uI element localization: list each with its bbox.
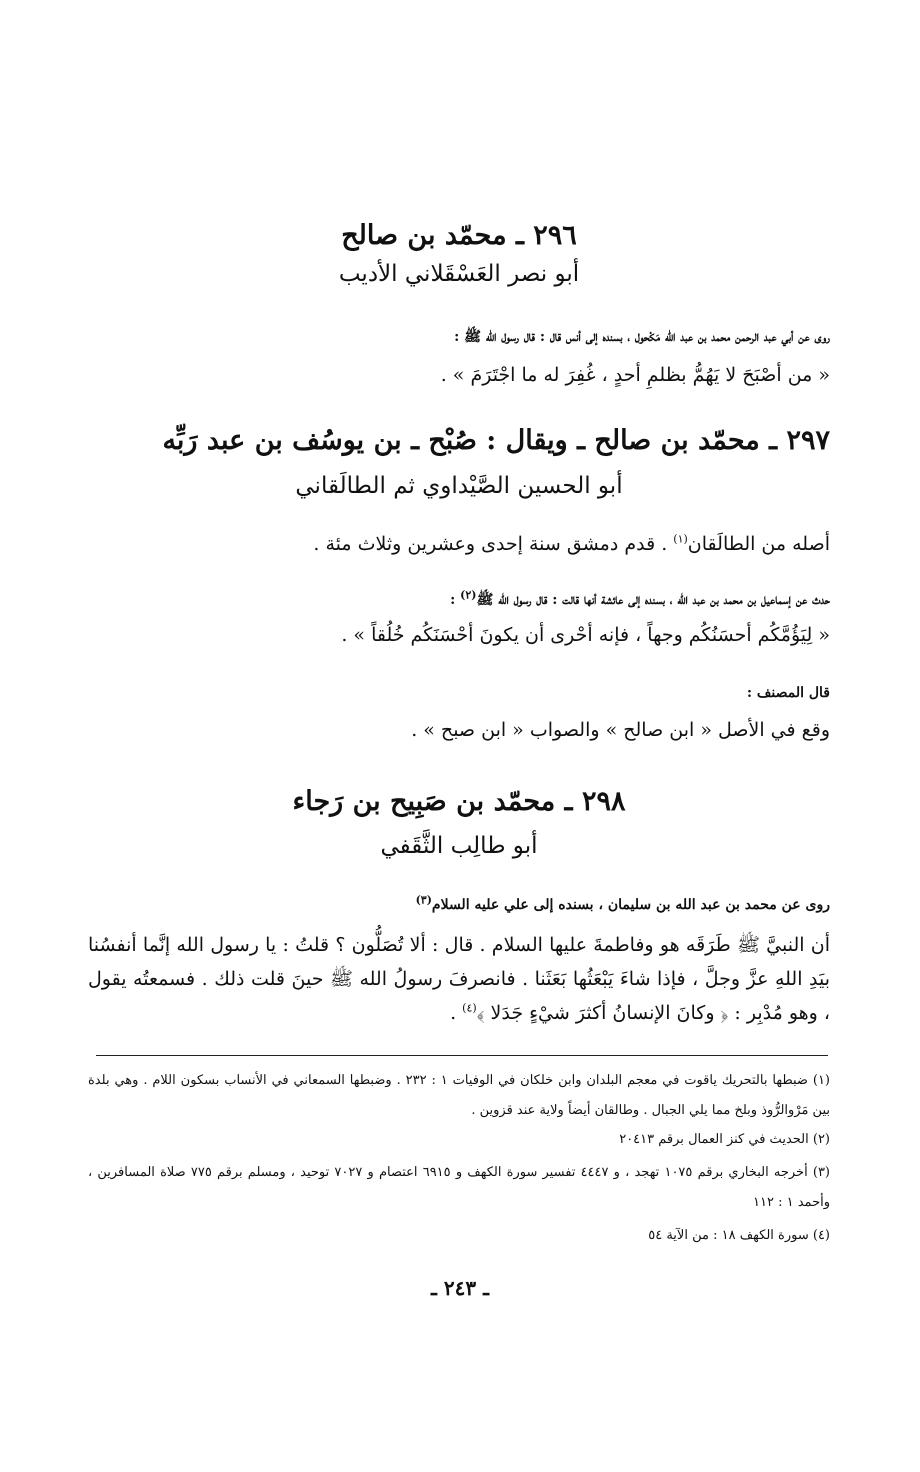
- entry-298-narration-end: .: [450, 1002, 463, 1024]
- entry-297-hadith: « لِيَؤُمَّكُم أحسَنُكُم وجهاً ، فإنه أحْرى أن يكونَ أحْسَنَكُم خُلُقاً » .: [341, 624, 830, 646]
- footnote-ref-1: (١): [673, 532, 688, 546]
- entry-298-title: ٢٩٨ ـ محمّد بن صَبِيح بن رَجاء: [292, 786, 626, 817]
- entry-297-isnad-rest: :: [450, 592, 461, 608]
- footnote-divider: [96, 1055, 828, 1056]
- entry-296-isnad: روى عن أبي عبد الرحمن محمد بن عبد الله مَكْحول ، بسنده إلى أنس قال : قال رسول الله ﷺ :: [454, 329, 830, 345]
- entry-296-hadith: « من أصْبَحَ لا يَهُمُّ بظلمِ أحدٍ ، غُفِرَ له ما اجْتَرَمَ » .: [440, 364, 830, 386]
- author-note: وقع في الأصل « ابن صالح » والصواب « ابن صبح » .: [411, 719, 830, 741]
- author-label: قال المصنف :: [746, 685, 830, 701]
- entry-298-subtitle: أبو طالِب الثَّقَفي: [380, 833, 538, 859]
- footnote-2: (٢) الحديث في كنز العمال برقم ٢٠٤١٣: [619, 1132, 830, 1147]
- entry-297-origin: [88, 527, 830, 561]
- footnote-ref-2: (٢): [460, 588, 477, 602]
- entry-297-isnad-text: حدث عن إسماعيل بن محمد بن عبد الله ، بسنده إلى عائشة أنها قالت : قال رسول الله ﷺ: [476, 592, 830, 608]
- entry-298-narration: [88, 928, 830, 1030]
- entry-298-isnad-text: روى عن محمد بن عبد الله بن سليمان ، بسنده إلى علي عليه السلام: [431, 897, 830, 913]
- footnote-ref-3: (٣): [415, 893, 432, 907]
- page-number: ـ ٢٤٣ ـ: [431, 1276, 489, 1300]
- entry-298-isnad: [88, 894, 830, 916]
- entry-297-isnad: [88, 589, 830, 611]
- footnote-1: (١) ضبطها بالتحريك ياقوت في معجم البلدان وابن خلكان في الوفيات ١ : ٢٣٢ . وضبطها السمعاني في الأنساب بسكون اللام . وهي بلدة بين مَرْوالرُّوذ وبلخ مما يلي الجبال . وطالقان أيضاً ولاية عند قزوين .: [88, 1073, 830, 1118]
- entry-298-narration-text: أن النبيَّ ﷺ طَرَقَه هو وفاطمةَ عليها السلام . قال : ألا تُصَلُّون ؟ قلتُ : يا رسول الله إنَّما أنفسُنا بيَدِ اللهِ عزَّ وجلَّ ، فإذا شاءَ يَبْعَثُها بَعَثَنا . فانصرفَ رسولُ الله ﷺ حينَ قلت ذلك . فسمعتُه يقول ، وهو مُدْبِر : ﴿ وكانَ الإنسانُ أكثرَ شيْءٍ جَدَلا ﴾: [88, 934, 830, 1024]
- entry-296-title: ٢٩٦ ـ محمّد بن صالح: [341, 220, 577, 251]
- entry-297-title: ٢٩٧ ـ محمّد بن صالح ـ ويقال : صُبْح ـ بن يوسُف بن عبد رَبِّه: [162, 425, 830, 456]
- footnote-4: (٤) سورة الكهف ١٨ : من الآية ٥٤: [648, 1228, 830, 1243]
- entry-297-subtitle: أبو الحسين الصَّيْداوي ثم الطالَقاني: [295, 473, 623, 499]
- footnote-ref-4: (٤): [462, 1001, 477, 1015]
- entry-296-subtitle: أبو نصر العَسْقَلاني الأديب: [338, 261, 580, 287]
- entry-297-origin-text: أصله من الطالَقان: [687, 533, 830, 555]
- entry-297-origin-rest: . قدم دمشق سنة إحدى وعشرين وثلاث مئة .: [313, 533, 674, 555]
- footnote-3: (٣) أخرجه البخاري برقم ١٠٧٥ تهجد ، و ٤٤٤٧ تفسير سورة الكهف و ٦٩١٥ اعتصام و ٧٠٢٧ توحيد ، ومسلم برقم ٧٧٥ صلاة المسافرين ، وأحمد ١ : ١١٢: [88, 1165, 830, 1210]
